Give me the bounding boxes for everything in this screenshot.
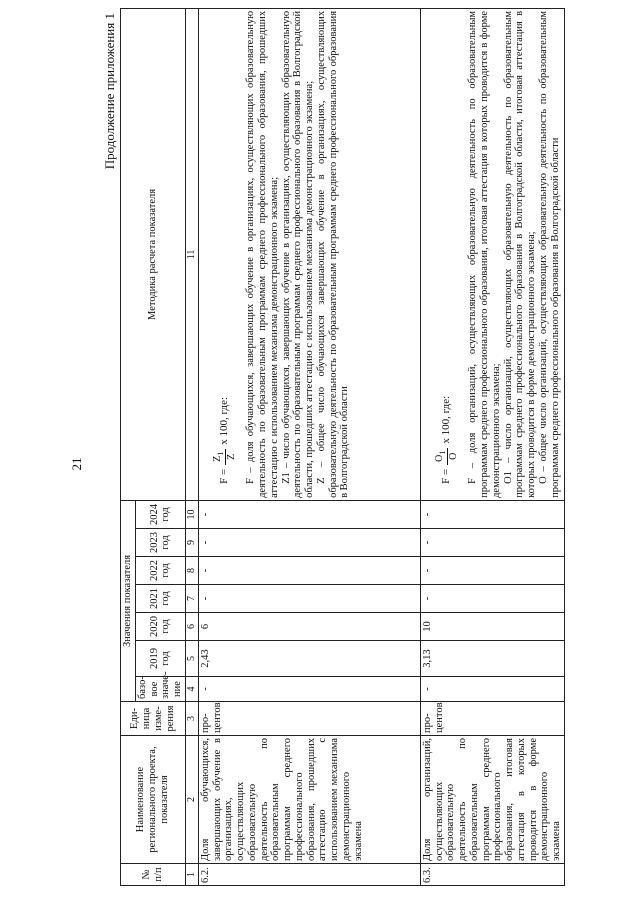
method-paragraph: Z1 – число обучающихся, завершающих обучение в организациях, осуществляющих образовательную деятельность по образовательным программам среднего профессионального образования в Волгоградской области, прошедших аттестацию с использованием механизма демонстрационного экзамена; xyxy=(280,10,316,498)
indicators-table xyxy=(120,8,565,886)
method-paragraph: O1 – число организаций, осуществляющих образовательную деятельность по образовательным программам среднего профессионального образования в Волгоградской области, итоговая аттестация в которых проводится в форме демонстрационного экзамена; xyxy=(502,10,538,498)
column-number: 11 xyxy=(185,8,198,500)
column-number: 5 xyxy=(185,641,198,677)
page-number: 21 xyxy=(69,457,84,471)
method-cell xyxy=(420,8,564,500)
year-value: - xyxy=(198,557,420,585)
year-value: - xyxy=(420,557,564,585)
base-value: - xyxy=(198,677,420,702)
header-year: 2021 год xyxy=(135,585,185,613)
row-number: 6.3. xyxy=(420,864,564,886)
column-number: 8 xyxy=(185,557,198,585)
table-row xyxy=(420,8,564,885)
table-header-row xyxy=(121,8,136,885)
column-number: 10 xyxy=(185,500,198,528)
header-year: 2023 год xyxy=(135,529,185,557)
header-method: Методика расчета показателя xyxy=(121,8,186,500)
appendix-caption: Продолжение приложения 1 xyxy=(102,13,117,170)
formula-lhs: F = xyxy=(440,468,453,484)
header-year: 2020 год xyxy=(135,613,185,641)
column-number: 6 xyxy=(185,613,198,641)
column-number: 7 xyxy=(185,585,198,613)
year-value: - xyxy=(198,529,420,557)
table-row xyxy=(198,8,420,885)
year-value: 10 xyxy=(420,613,564,641)
year-value: - xyxy=(198,585,420,613)
method-paragraph: Z – общее число обучающихся завершающих обучение в организациях, осуществляющих образовательную деятельность по образовательным программам среднего профессионального образования в Волгоградской области xyxy=(315,10,351,498)
indicator-name: Доля организаций, осуществляющих образовательную деятельность по образовательным программам среднего профессионального образования, итоговая аттестация в которых проводится в форме демонстрационного экзамена xyxy=(420,736,564,864)
header-year: 2022 год xyxy=(135,557,185,585)
formula xyxy=(434,11,460,484)
indicator-unit: про-центов xyxy=(198,702,420,736)
year-value: 6 xyxy=(198,613,420,641)
column-number: 9 xyxy=(185,529,198,557)
year-value: - xyxy=(420,529,564,557)
method-paragraph: F – доля организаций, осуществляющих образовательную деятельность по образовательным программам среднего профессионального образования, итоговая аттестация в которых проводится в форме демонстрационного экзамена; xyxy=(467,10,502,498)
formula-rhs: х 100, где: xyxy=(218,396,231,445)
formula-fraction: $Z_1$ Z xyxy=(212,449,238,465)
year-value: - xyxy=(420,585,564,613)
column-number: 4 xyxy=(185,677,198,702)
year-value: - xyxy=(420,500,564,528)
rotated-page-content xyxy=(102,9,640,886)
method-cell xyxy=(198,8,420,500)
header-base: базо-вое значе-ние xyxy=(135,677,185,702)
base-value: - xyxy=(420,677,564,702)
year-value: 3,13 xyxy=(420,641,564,677)
header-year: 2024 год xyxy=(135,500,185,528)
formula xyxy=(212,11,238,484)
formula-fraction: $O_1$ O xyxy=(434,448,460,465)
formula-lhs: F = xyxy=(218,468,231,484)
year-value: 2,43 xyxy=(198,641,420,677)
header-values-group: Значения показателя xyxy=(121,500,136,701)
method-paragraph: F – доля обучающихся, завершающих обучение в организациях, осуществляющих образовательную деятельность по образовательным программам среднего профессионального образования, прошедших аттестацию с использованием механизма демонстрационного экзамена; xyxy=(245,10,280,498)
row-number: 6.2. xyxy=(198,864,420,886)
header-num: № п/п xyxy=(121,864,186,886)
column-number: 1 xyxy=(185,864,198,886)
indicator-name: Доля обучающихся, завершающих обучение в организациях, осуществляющих образовательную деятельность по образовательным программам среднего профессионального образования, прошедших аттестацию с использованием механизма демонстрационного экзамена xyxy=(198,736,420,864)
header-name: Наименование регионального проекта, показателя xyxy=(121,736,186,864)
indicator-unit: про-центов xyxy=(420,702,564,736)
header-year: 2019 год xyxy=(135,641,185,677)
header-unit: Еди-ница изме-рения xyxy=(121,702,186,736)
year-value: - xyxy=(198,500,420,528)
column-number: 3 xyxy=(185,702,198,736)
column-numbers-row xyxy=(185,8,198,885)
method-paragraph: O – общее число организаций, осуществляющих образовательную деятельность по образовательным программам среднего профессионального образования в Волгоградской области xyxy=(537,10,561,498)
column-number: 2 xyxy=(185,736,198,864)
formula-rhs: х 100, где: xyxy=(440,395,453,444)
